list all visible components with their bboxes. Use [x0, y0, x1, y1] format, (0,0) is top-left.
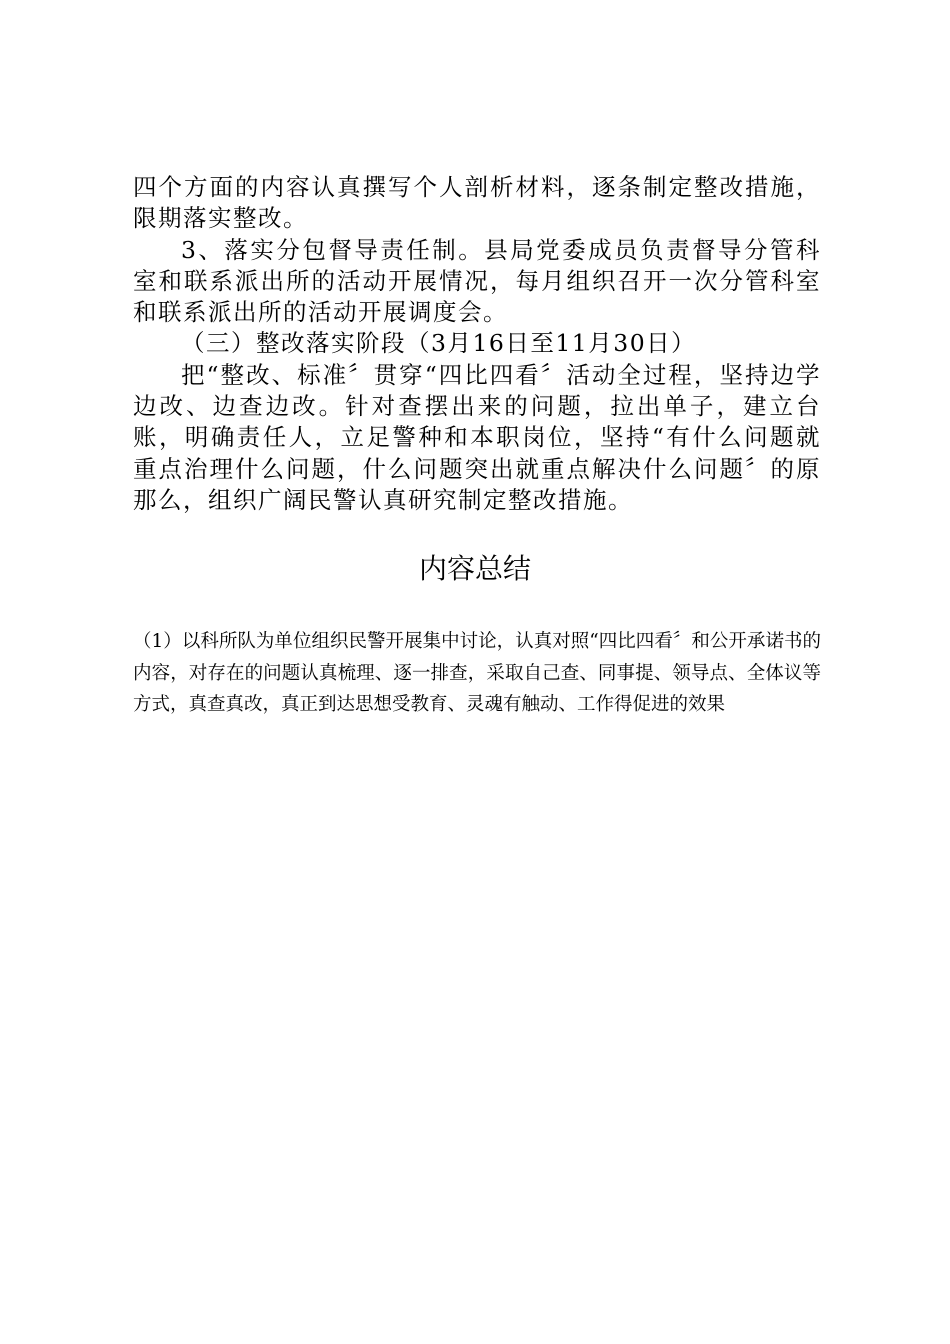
paragraph-continuation: 四个方面的内容认真撰写个人剖析材料，逐条制定整改措施，限期落实整改。	[133, 173, 821, 233]
document-body	[133, 172, 821, 516]
paragraph-stage-heading: （三）整改落实阶段（3月16日至11月30日）	[181, 329, 697, 358]
summary-title: 内容总结	[418, 552, 531, 585]
paragraph-supervision: 3、落实分包督导责任制。县局党委成员负责督导分管科室和联系派出所的活动开展情况，每月组织召开一次分管科室和联系派出所的活动开展调度会。	[133, 235, 821, 327]
paragraph-rectification: 把“整改、标准〞贯穿“四比四看〞活动全过程，坚持边学边改、边查边改。针对查摆出来的问题，拉出单子，建立台账，明确责任人，立足警种和本职岗位，坚持“有什么问题就重点治理什么问题，什么问题突出就重点解决什么问题〞的原那么，组织广阔民警认真研究制定整改措施。	[133, 360, 821, 514]
summary-text: （1）以科所队为单位组织民警开展集中讨论，认真对照“四比四看〞和公开承诺书的内容，对存在的问题认真梳理、逐一排查，采取自己查、同事提、领导点、全体议等方式，真查真改，真正到达思想受教育、灵魂有触动、工作得促进的效果	[133, 631, 821, 715]
